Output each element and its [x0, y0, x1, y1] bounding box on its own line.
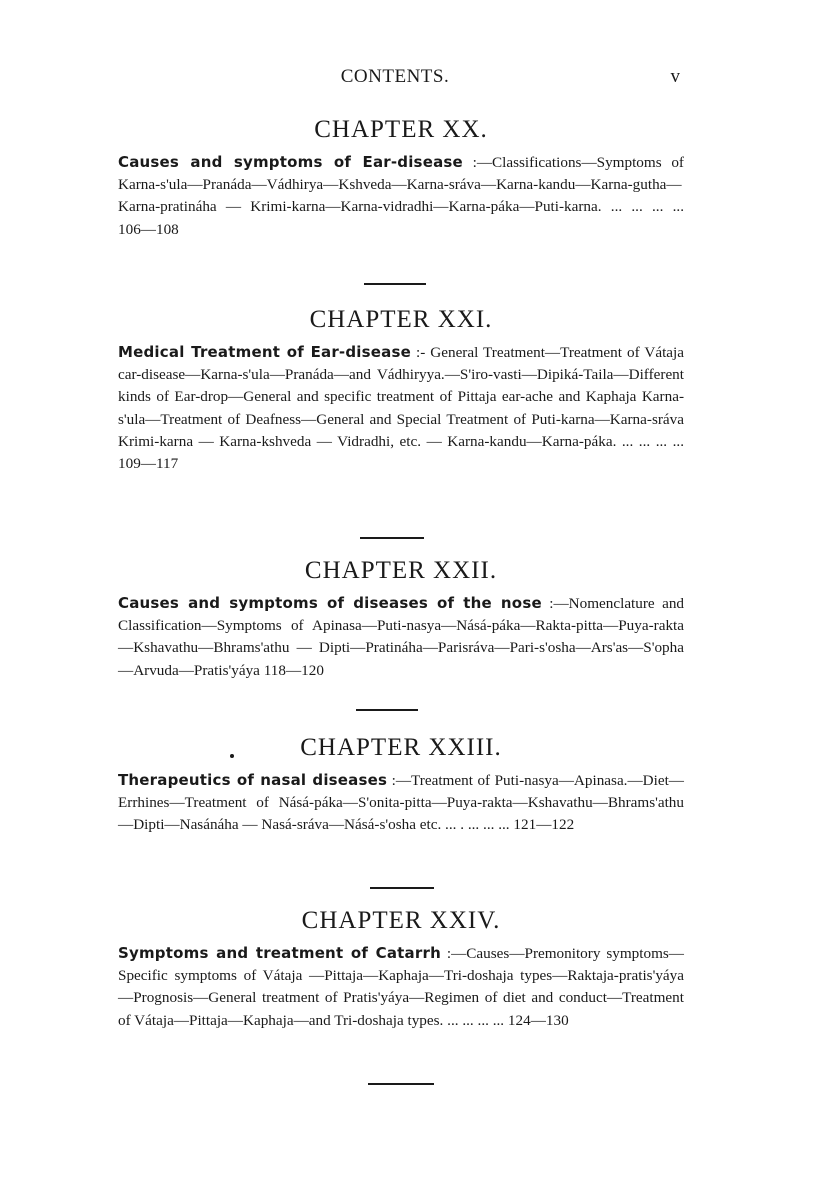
chapter-topic: Causes and symptoms of Ear-disease	[118, 153, 463, 171]
chapter-22	[118, 557, 684, 682]
chapter-24	[118, 907, 684, 1032]
chapter-contents: :—Classifications—Symptoms of Karna-s'ula—Pranáda—Vádhirya—Kshveda—Karna-sráva—Karna-kandu—Karna-gutha—Karna-pratináha — Krimi-karna—Karna-vidradhi—Karna-páka—Puti-karna. ... ... ... ...	[118, 154, 684, 216]
chapter-20	[118, 116, 684, 241]
chapter-topic: Medical Treatment of Ear-disease	[118, 343, 411, 361]
chapter-topic: Therapeutics of nasal diseases	[118, 771, 388, 789]
section-divider	[360, 537, 424, 539]
chapter-topic: Causes and symptoms of diseases of the nose	[118, 594, 542, 612]
page-range: 124—130	[507, 1011, 569, 1029]
chapter-heading: CHAPTER XXI.	[309, 306, 493, 333]
chapter-summary	[118, 341, 684, 475]
section-divider	[364, 283, 426, 285]
chapter-contents: :- General Treatment—Treatment of Vátaja car-disease—Karna-s'ula—Pranáda—and Vádhiryya.—S'iro-vasti—Dipiká-Taila—Different kinds of Ear-drop—General and specific treatment of Pittaja ear-ache and Kaphaja Karna-s'ula—Treatment of Deafness—General and Special Treatment of Puti-karna—Karna-sráva Krimi-karna — Karna-kshveda — Vidradhi, etc. — Karna-kandu—Karna-páka. ... ... ... ...	[118, 344, 685, 450]
chapter-topic: Symptoms and treatment of Catarrh	[118, 944, 441, 962]
section-divider	[356, 709, 418, 711]
chapter-heading: CHAPTER XXIII.	[300, 734, 502, 761]
chapter-contents: :—Causes—Premonitory symptoms—Specific symptoms of Vátaja —Pittaja—Kaphaja—Tri-doshaja types—Raktaja-pratis'yáya—Prognosis—General treatment of Pratis'yáya—Regimen of diet and conduct—Treatment of Vátaja—Pittaja—Kaphaja—and Tri-doshaja types. ... ... ... ...	[118, 945, 684, 1029]
page-range: 118—120	[263, 661, 324, 679]
chapter-summary	[118, 151, 684, 241]
chapter-21	[118, 306, 684, 475]
chapter-heading: CHAPTER XXII.	[304, 557, 498, 584]
page-header	[110, 66, 680, 92]
chapter-23	[118, 734, 684, 837]
running-title: CONTENTS.	[340, 66, 450, 87]
page-range: 106—108	[118, 220, 179, 238]
chapter-heading: CHAPTER XX.	[314, 116, 488, 143]
section-divider	[370, 887, 434, 889]
chapter-summary	[118, 592, 684, 682]
section-divider	[368, 1083, 434, 1085]
page-range: 121—122	[513, 816, 575, 834]
chapter-summary	[118, 942, 684, 1032]
chapter-contents: :—Nomenclature and Classification—Symptoms of Apinasa—Puti-nasya—Násá-páka—Rakta-pitta—Puya-rakta—Kshavathu—Bhrams'athu — Dipti—Pratináha—Parisráva—Pari-s'osha—Ars'as—S'opha—Arvuda—Pratis'yáya	[118, 595, 685, 679]
chapter-contents: :—Treatment of Puti-nasya—Apinasa.—Diet—Errhines—Treatment of Násá-páka—S'onita-pitta—Puya-rakta—Kshavathu—Bhrams'athu—Dipti—Nasánáha — Nasá-sráva—Násá-s'osha etc. ... . ... ... ...	[118, 772, 684, 834]
chapter-heading: CHAPTER XXIV.	[301, 907, 501, 934]
page-number: v	[670, 66, 680, 87]
chapter-summary	[118, 769, 684, 837]
page-range: 109—117	[118, 455, 179, 473]
